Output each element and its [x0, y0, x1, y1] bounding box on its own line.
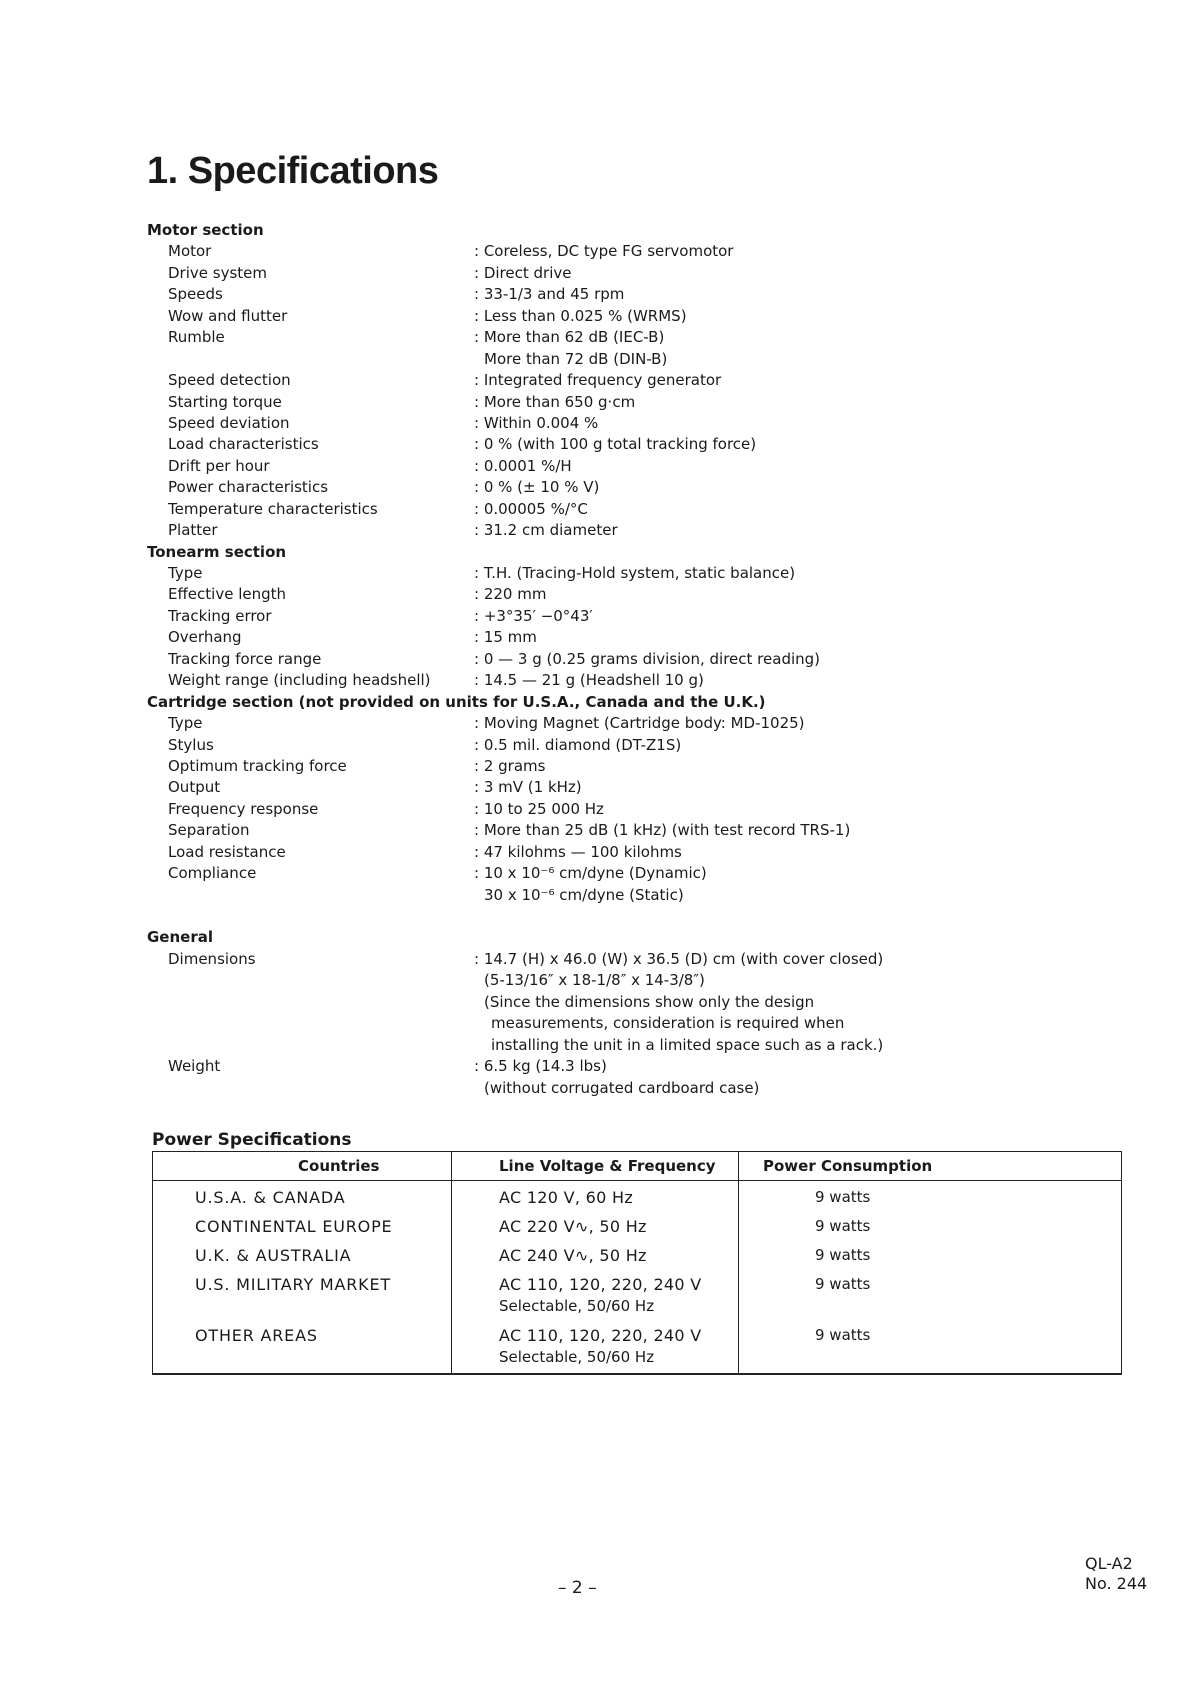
spec-row: [147, 520, 1047, 541]
page-title: 1. Specifications: [147, 150, 439, 192]
spec-value: : Direct drive: [474, 263, 572, 282]
spec-row: [147, 392, 1047, 413]
spec-row: [147, 241, 1047, 262]
spec-value: : 47 kilohms — 100 kilohms: [474, 842, 682, 861]
spec-row: [147, 627, 1047, 648]
spec-label: Weight: [168, 1057, 221, 1076]
column-header-voltage: Line Voltage & Frequency: [499, 1157, 716, 1175]
spec-row: [147, 949, 1047, 970]
spec-row-continued: [147, 1035, 1047, 1056]
spec-label: Weight range (including headshell): [168, 671, 431, 690]
spec-label: Output: [168, 778, 221, 797]
spec-label: Starting torque: [168, 392, 282, 411]
spec-label: Tracking force range: [168, 649, 322, 668]
spec-value: : 0.5 mil. diamond (DT-Z1S): [474, 735, 682, 754]
power-cell: 9 watts: [815, 1246, 871, 1264]
voltage-cell: AC 220 V∿, 50 Hz: [499, 1217, 647, 1236]
voltage-cell: AC 110, 120, 220, 240 V: [499, 1275, 702, 1294]
spacer: [147, 906, 1047, 927]
spec-row: [147, 563, 1047, 584]
model-code: QL-A2: [1085, 1554, 1133, 1573]
spec-row: [147, 820, 1047, 841]
spec-value: : 31.2 cm diameter: [474, 521, 618, 540]
spec-row: [147, 777, 1047, 798]
spec-label: Effective length: [168, 585, 287, 604]
spec-row: [147, 306, 1047, 327]
spec-value: : 2 grams: [474, 756, 546, 775]
spec-label: Wow and flutter: [168, 306, 288, 325]
spec-label: Separation: [168, 821, 250, 840]
spec-row-continued: [147, 349, 1047, 370]
spec-label: Optimum tracking force: [168, 756, 347, 775]
spec-row: [147, 584, 1047, 605]
spec-value: (Since the dimensions show only the design: [484, 992, 815, 1011]
spec-row: [147, 713, 1047, 734]
power-specifications-table: [152, 1151, 1122, 1375]
spec-label: Drift per hour: [168, 456, 270, 475]
spec-row: [147, 842, 1047, 863]
table-header: [153, 1152, 1121, 1181]
spec-row-continued: [147, 885, 1047, 906]
page-number: – 2 –: [558, 1578, 597, 1598]
power-specifications-title: Power Specifications: [152, 1130, 352, 1150]
column-header-countries: Countries: [298, 1157, 380, 1175]
spec-row: [147, 735, 1047, 756]
voltage-cell: AC 240 V∿, 50 Hz: [499, 1246, 647, 1265]
power-cell: 9 watts: [815, 1217, 871, 1235]
spec-row: [147, 413, 1047, 434]
power-cell: 9 watts: [815, 1275, 871, 1293]
power-cell: 9 watts: [815, 1326, 871, 1344]
spec-label: Frequency response: [168, 799, 319, 818]
spec-value: : 14.5 — 21 g (Headshell 10 g): [474, 671, 704, 690]
country-cell: U.K. & AUSTRALIA: [195, 1246, 352, 1265]
spec-label: Type: [168, 714, 203, 733]
spec-label: Dimensions: [168, 949, 256, 968]
spec-label: Load resistance: [168, 842, 286, 861]
spec-value: : 10 x 10⁻⁶ cm/dyne (Dynamic): [474, 864, 707, 883]
spec-value: : 14.7 (H) x 46.0 (W) x 36.5 (D) cm (with cover closed): [474, 949, 884, 968]
spec-row: [147, 456, 1047, 477]
spec-row: [147, 284, 1047, 305]
section-heading: [147, 927, 1047, 948]
spec-value: : T.H. (Tracing-Hold system, static balance): [474, 564, 796, 582]
spec-label: Compliance: [168, 864, 257, 883]
spec-value: : 15 mm: [474, 628, 537, 647]
voltage-note-cell: Selectable, 50/60 Hz: [499, 1348, 655, 1366]
country-cell: U.S. MILITARY MARKET: [195, 1275, 391, 1294]
document-number: No. 244: [1085, 1574, 1148, 1593]
spec-value: : +3°35′ −0°43′: [474, 606, 593, 625]
spec-value: : 220 mm: [474, 585, 547, 604]
spec-value: measurements, consideration is required when: [491, 1014, 845, 1033]
spec-row: [147, 434, 1047, 455]
spec-value: (without corrugated cardboard case): [484, 1078, 760, 1097]
spec-row: [147, 649, 1047, 670]
spec-label: Stylus: [168, 735, 214, 754]
spec-label: Power characteristics: [168, 478, 329, 497]
voltage-note-cell: Selectable, 50/60 Hz: [499, 1297, 655, 1315]
country-cell: CONTINENTAL EUROPE: [195, 1217, 393, 1236]
spec-row-continued: [147, 1013, 1047, 1034]
spec-label: Rumble: [168, 328, 225, 347]
spec-value: : 0 % (with 100 g total tracking force): [474, 435, 757, 454]
spec-row: [147, 327, 1047, 348]
spec-value: (5-13/16″ x 18-1/8″ x 14-3/8″): [484, 971, 705, 990]
spec-value: : 0.00005 %/°C: [474, 499, 588, 518]
spec-label: Drive system: [168, 263, 267, 282]
section-heading: [147, 542, 1047, 563]
spec-row: [147, 756, 1047, 777]
spec-value: : Moving Magnet (Cartridge body: MD-1025): [474, 714, 805, 733]
power-cell: 9 watts: [815, 1188, 871, 1206]
spec-value: : More than 650 g·cm: [474, 392, 636, 411]
spec-label: Speeds: [168, 285, 223, 304]
spec-label: Motor: [168, 242, 212, 261]
column-divider: [738, 1152, 739, 1373]
spec-value: installing the unit in a limited space such as a rack.): [491, 1035, 884, 1054]
spec-row: [147, 477, 1047, 498]
spec-label: Load characteristics: [168, 435, 319, 454]
column-divider: [451, 1152, 452, 1373]
spec-value: : 6.5 kg (14.3 lbs): [474, 1057, 607, 1076]
section-label: Motor section: [147, 221, 264, 239]
spec-row-continued: [147, 1078, 1047, 1099]
document-id: [1085, 1554, 1147, 1594]
spec-label: Speed detection: [168, 371, 291, 390]
column-header-power: Power Consumption: [763, 1157, 933, 1175]
spec-value: : Less than 0.025 % (WRMS): [474, 306, 687, 325]
spec-value: 30 x 10⁻⁶ cm/dyne (Static): [484, 885, 684, 904]
spec-label: Overhang: [168, 628, 242, 647]
spec-value: : 33-1/3 and 45 rpm: [474, 285, 625, 304]
spec-value: : 3 mV (1 kHz): [474, 778, 582, 797]
spec-row: [147, 1056, 1047, 1077]
spec-row-continued: [147, 970, 1047, 991]
spec-label: Type: [168, 564, 203, 582]
spec-label: Tracking error: [168, 606, 272, 625]
spec-value: : 0 % (± 10 % V): [474, 478, 600, 497]
voltage-cell: AC 120 V, 60 Hz: [499, 1188, 634, 1207]
spec-label: Speed deviation: [168, 413, 290, 432]
spec-value: : More than 62 dB (IEC-B): [474, 328, 665, 347]
spec-row: [147, 370, 1047, 391]
spec-row: [147, 863, 1047, 884]
spec-value: More than 72 dB (DIN-B): [484, 349, 668, 368]
section-heading: [147, 692, 1047, 713]
section-label: Tonearm section: [147, 542, 287, 561]
spec-list: [147, 220, 1047, 1099]
spec-value: : Integrated frequency generator: [474, 371, 722, 390]
spec-value: : More than 25 dB (1 kHz) (with test record TRS-1): [474, 821, 851, 840]
country-cell: U.S.A. & CANADA: [195, 1188, 346, 1207]
spec-label: Platter: [168, 521, 218, 540]
spec-row-continued: [147, 992, 1047, 1013]
section-label: General: [147, 928, 213, 947]
spec-value: : 10 to 25 000 Hz: [474, 799, 604, 818]
spec-value: : Coreless, DC type FG servomotor: [474, 242, 734, 261]
spec-row: [147, 499, 1047, 520]
spec-label: Temperature characteristics: [168, 499, 378, 518]
spec-row: [147, 799, 1047, 820]
country-cell: OTHER AREAS: [195, 1326, 318, 1345]
spec-row: [147, 670, 1047, 691]
voltage-cell: AC 110, 120, 220, 240 V: [499, 1326, 702, 1345]
spec-value: : 0 — 3 g (0.25 grams division, direct reading): [474, 649, 821, 668]
spec-value: : 0.0001 %/H: [474, 456, 572, 475]
section-heading: [147, 220, 1047, 241]
spec-row: [147, 606, 1047, 627]
spec-value: : Within 0.004 %: [474, 413, 599, 432]
section-label: Cartridge section (not provided on units for U.S.A., Canada and the U.K.): [147, 692, 766, 711]
spec-row: [147, 263, 1047, 284]
